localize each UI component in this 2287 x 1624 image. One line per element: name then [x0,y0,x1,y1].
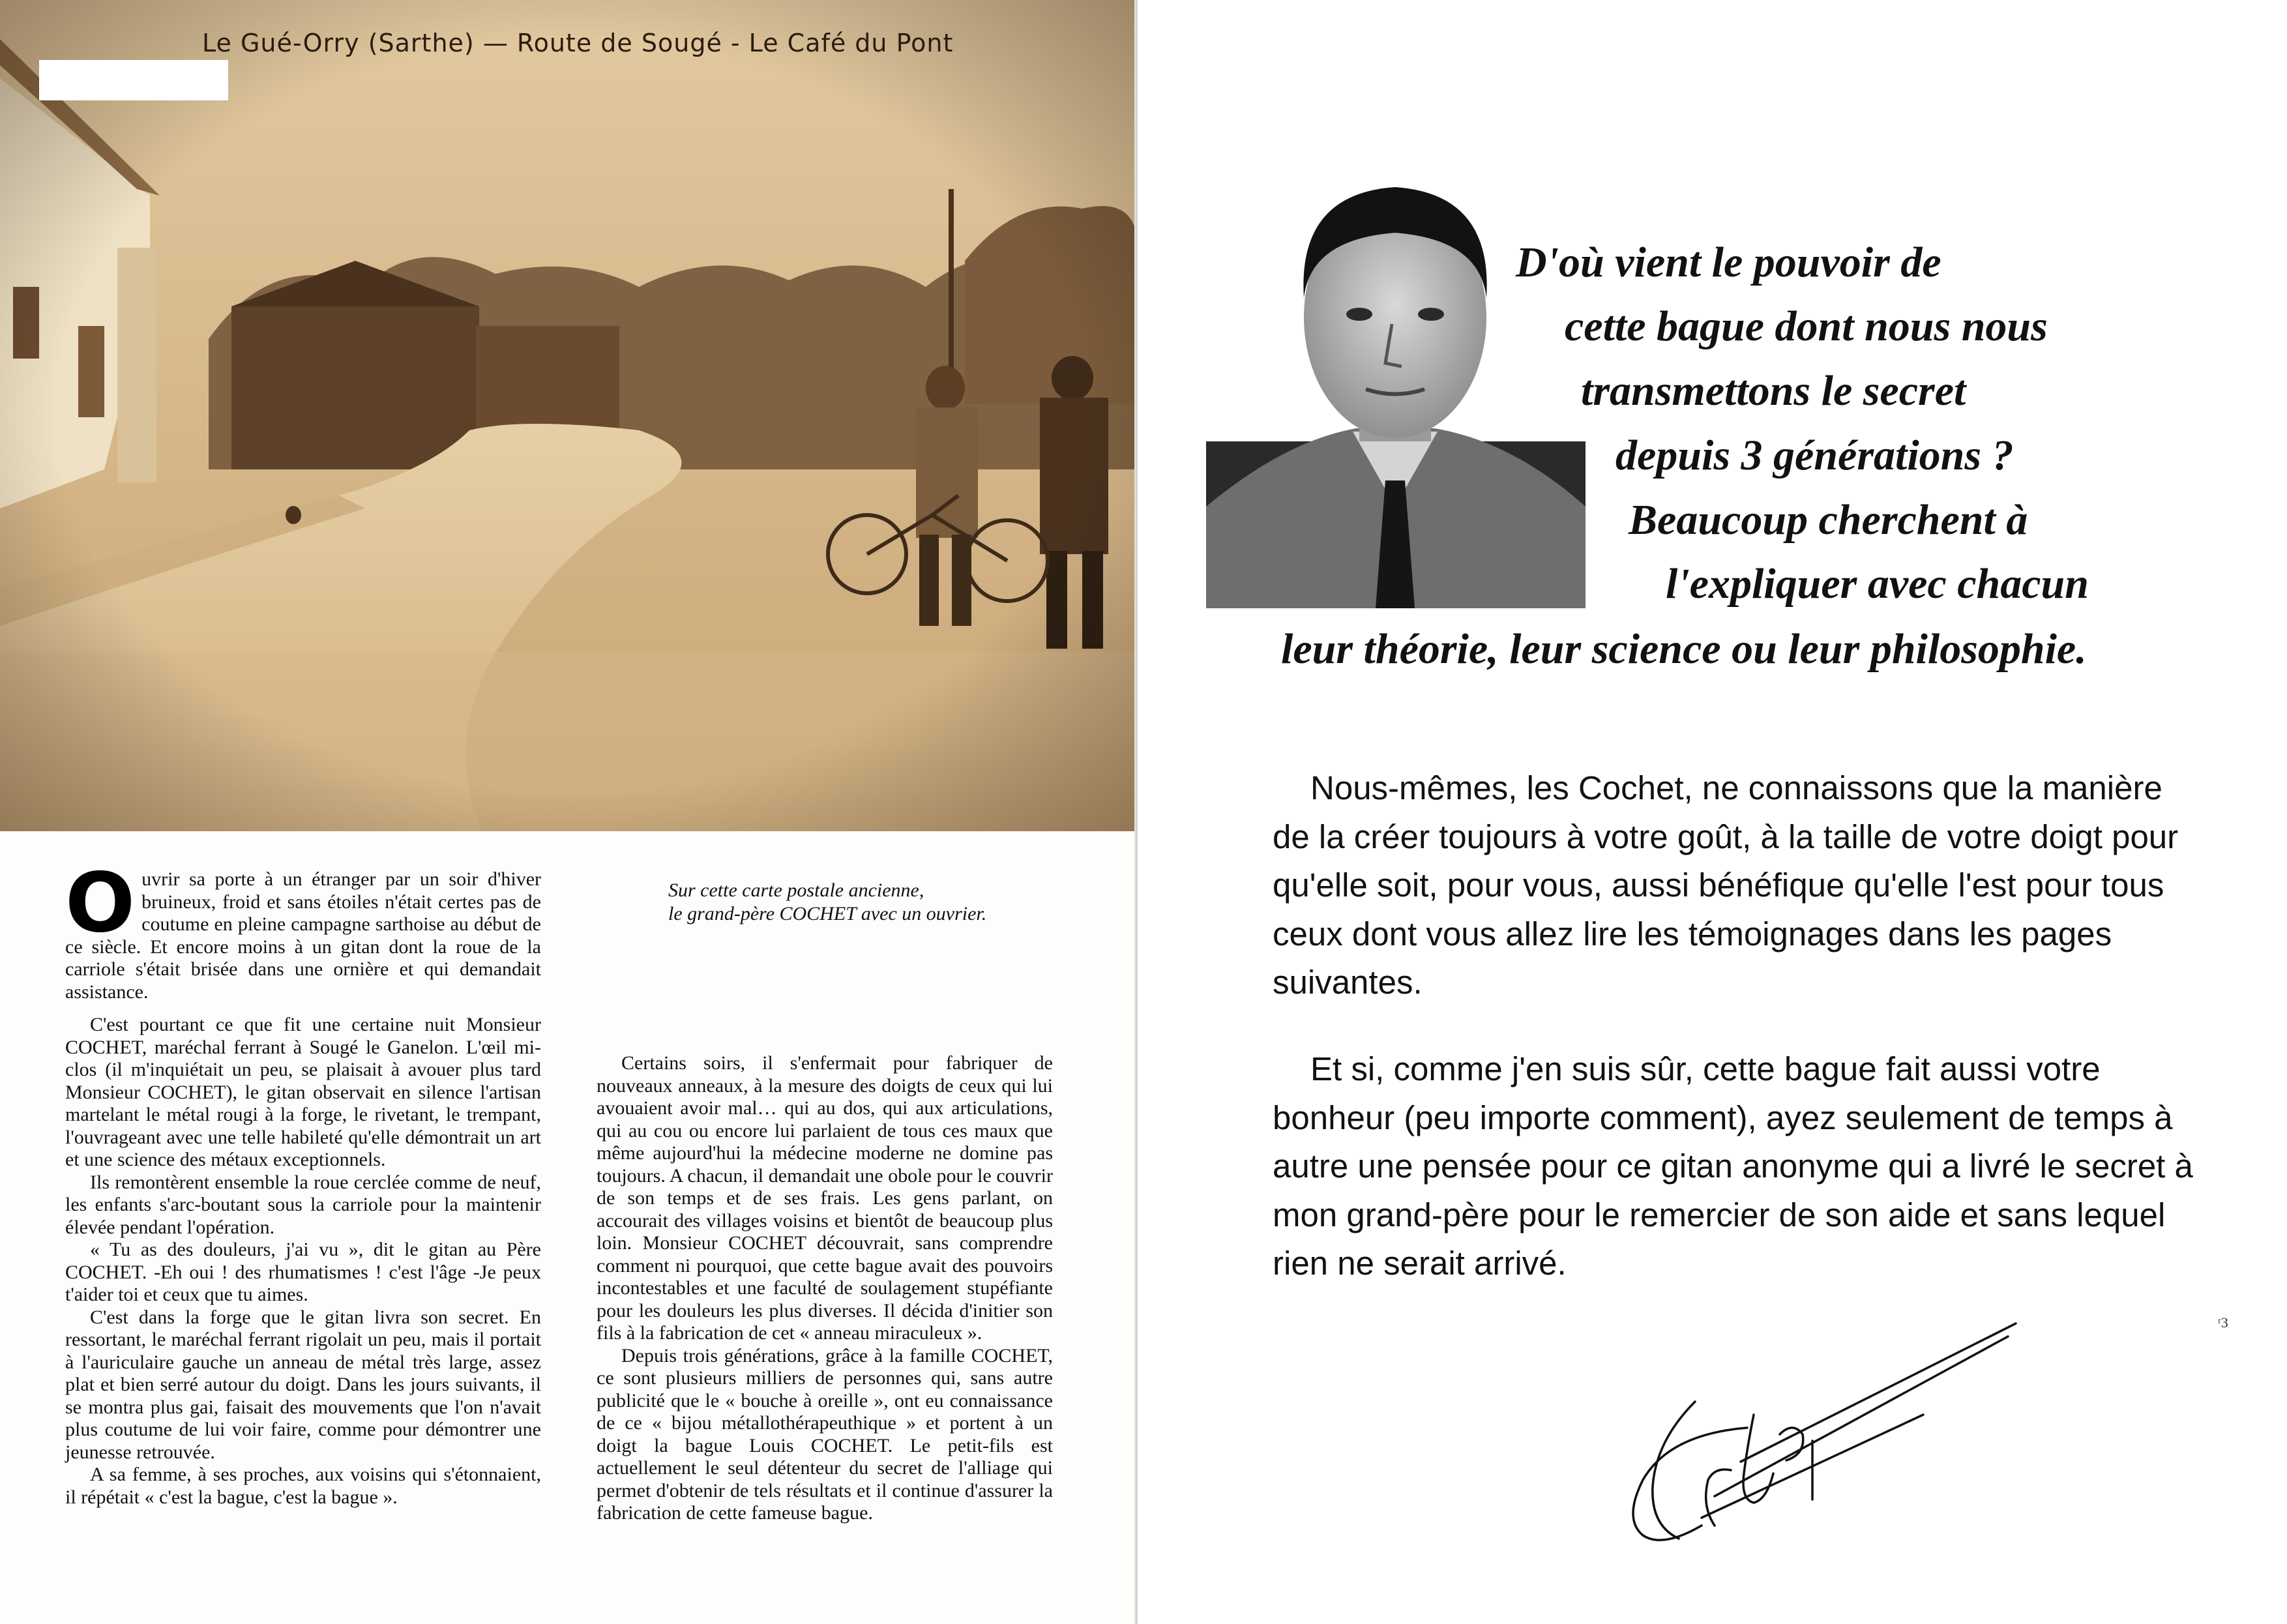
quote-line-1: D'où vient le pouvoir de [1516,239,1941,286]
article-paragraph [65,855,541,1003]
handwritten-signature [1617,1310,2041,1565]
intro-paragraph-2 [1273,1045,2205,1288]
left-page [0,0,1138,1624]
article-text: uvrir sa porte à un étranger par un soir d'hiver bruineux, froid et sans étoiles n'était certes pas de coutume en pleine campagne sarthoise au début de ce siècle. Et encore moins à un gitan dont la roue de la carriole s'était brisée dans une ornière et qui demandait assistance. [65,868,541,1003]
drop-cap: O [65,855,136,951]
paragraph-text: Nous-mêmes, les Cochet, ne connaissons que la manière de la créer toujours à votre goût, à la taille de votre doigt pour qu'elle soit, pour vous, aussi bénéfique qu'elle l'est pour tous ceux dont vous allez lire les témoignages dans les pages suivantes. [1273,769,2179,1001]
postcard-illustration [0,0,1138,831]
postcard-caption: Le Gué-Orry (Sarthe) — Route de Sougé - Le Café du Pont [202,29,954,57]
article-paragraph: Certains soirs, il s'enfermait pour fabriquer de nouveaux anneaux, à la mesure des doigts de ceux qui lui avouaient avoir mal… qui au dos, qui aux articulations, qui au cou ou encore lui parlaient de tous ces maux que même aujourd'hui la médecine moderne ne domine pas toujours. A chacun, il demandait une obole pour le couvrir de son temps et de ses frais. Les gens parlant, on accourait des villages voisins et bientôt de beaucoup plus loin. Monsieur COCHET découvrait, sans comprendre comment ni pourquoi, que cette bague avait des pouvoirs incontestables et une faculté de soulagement stupéfiante pour les douleurs les plus diverses. Il décida d'initier son fils à la fabrication de cet « anneau miraculeux ». [597,1052,1053,1344]
quote-line-5: Beaucoup cherchent à [1629,496,2028,544]
article-paragraph: Ils remontèrent ensemble la roue cerclée comme de neuf, les enfants s'arc-boutant sous la carriole pour la maintenir élevée pendant l'opération. [65,1171,541,1238]
article-paragraph: C'est dans la forge que le gitan livra son secret. En ressortant, le maréchal ferrant rigolait un peu, mais il portait à l'auriculaire gauche un anneau de métal très large, assez plat et bien serré autour du doigt. Dans les jours suivants, il se montra plus gai, faisait des mouvements que l'on n'avait plus coutume de lui voir faire, comme pour démontrer une jeunesse retrouvée. [65,1306,541,1463]
article-paragraph: Depuis trois générations, grâce à la famille COCHET, ce sont plusieurs milliers de personnes qui, sans autre publicité que le « bouche à oreille », ont eu connaissance de ce « bijou métallothérapeuthique » et portent à un doigt la bague Louis COCHET. Le petit-fils est actuellement le seul détenteur du secret de l'alliage qui permet d'obtenir de tels résultats et il continue d'assurer la fabrication de cette fameuse bague. [597,1344,1053,1524]
quote-line-3: transmettons le secret [1581,367,1966,415]
corner-mark: ʳ3 [2218,1314,2228,1331]
intro-paragraph-1 [1273,764,2205,1007]
quote-line-4: depuis 3 générations ? [1616,432,2014,479]
paragraph-text: Et si, comme j'en suis sûr, cette bague fait aussi votre bonheur (peu importe comment), ayez seulement de temps à autre une pensée pour ce gitan anonyme qui a livré le secret à mon grand-père pour le remercier de son aide et sans lequel rien ne serait arrivé. [1273,1050,2193,1282]
redaction-patch [39,60,228,100]
article-paragraph: « Tu as des douleurs, j'ai vu », dit le gitan au Père COCHET. -Eh oui ! des rhumatismes ! c'est l'âge -Je peux t'aider toi et ceux que tu aimes. [65,1239,541,1305]
article-paragraph: C'est pourtant ce que fit une certaine nuit Monsieur COCHET, maréchal ferrant à Sougé le Ganelon. L'œil mi-clos (il m'inquiétait un peu, se plaisait à avouer plus tard Monsieur COCHET), le gitan observait en silence l'artisan martelant le métal rougi à la forge, le rivetant, le trempant, l'ouvrageant avec une telle habileté qu'elle démontrait un art et une science des métaux exceptionnels. [65,1014,541,1170]
article-column-2 [597,1052,1053,1525]
quote-line-7: leur théorie, leur science ou leur philosophie. [1281,625,2087,673]
article-column-1 [65,855,541,1509]
photo-caption-line-1: Sur cette carte postale ancienne, [668,879,924,901]
photo-caption-line-2: le grand-père COCHET avec un ouvrier. [668,903,987,924]
quote-line-2: cette bague dont nous nous [1565,303,2048,350]
quote-line-6: l'expliquer avec chacun [1666,560,2089,608]
article-paragraph: A sa femme, à ses proches, aux voisins qui s'étonnaient, il répétait « c'est la bague, c'est la bague ». [65,1464,541,1508]
photo-caption [668,879,1092,926]
vintage-postcard-photo [0,0,1138,831]
portrait-photo [1206,168,1586,608]
